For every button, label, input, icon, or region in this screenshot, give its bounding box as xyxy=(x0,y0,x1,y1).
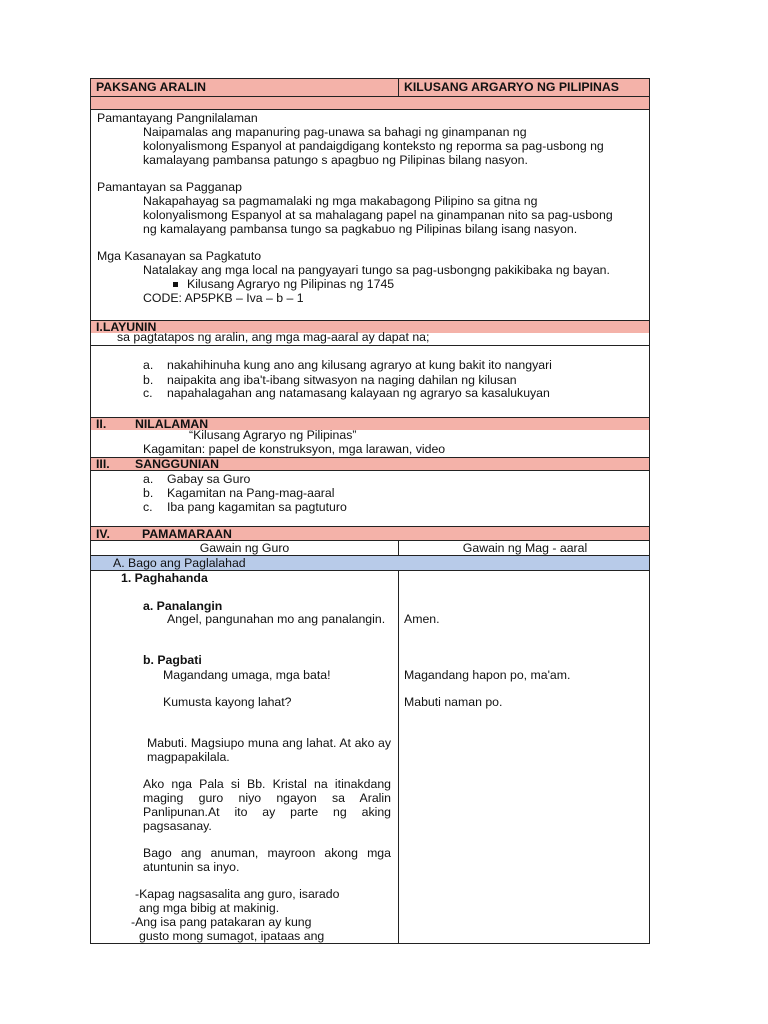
pamamaraan-body xyxy=(91,570,649,944)
intro-paragraph-3: Bago ang anuman, mayroon akong mga atuntunin sa inyo. xyxy=(143,846,391,874)
nilalaman-materials: Kagamitan: papel de konstruksyon, mga larawan, video xyxy=(143,442,446,456)
intro-paragraph-1: Mabuti. Magsiupo muna ang lahat. At ako ay magpapakilala. xyxy=(147,736,391,764)
nilalaman-heading: NILALAMAN xyxy=(135,417,209,431)
layunin-intro-row xyxy=(91,330,649,345)
sanggunian-number: III. xyxy=(96,457,110,471)
section-a-row xyxy=(91,555,649,570)
skills-line: Natalakay ang mga local na pangyayari tungo sa pag-usbongng pakikibaka ng bayan. xyxy=(143,263,610,277)
performance-standard-heading: Pamantayan sa Pagganap xyxy=(97,180,242,194)
rule-2-line-2: gusto mong sumagot, ipataas ang xyxy=(139,929,325,943)
square-bullet-icon xyxy=(173,282,178,287)
panalangin-label: a. Panalangin xyxy=(143,599,223,613)
competency-code: CODE: AP5PKB – Iva – b – 1 xyxy=(143,291,304,305)
content-standard-line-1: Naipamalas ang mapanuring pag-unawa sa bahagi ng ginampanan ng xyxy=(143,125,527,139)
sanggunian-heading-row xyxy=(91,457,649,470)
skills-heading: Mga Kasanayan sa Pagkatuto xyxy=(97,249,262,263)
layunin-item-a: nakahihinuha kung ano ang kilusang agraryo at kung bakit ito nangyari xyxy=(167,358,552,372)
nilalaman-title: “Kilusang Agraryo ng Pilipinas” xyxy=(189,428,357,442)
layunin-items xyxy=(91,345,649,417)
nilalaman-content xyxy=(91,430,649,457)
sanggunian-items xyxy=(91,470,649,521)
rule-1-line-1: -Kapag nagsasalita ang guro, isarado xyxy=(135,887,340,901)
performance-standard-line-2: kolonyalismong Espanyol at sa mahalagang papel na ginampanan nito sa pag-usbong xyxy=(143,208,613,222)
pamamaraan-heading-row xyxy=(91,526,649,540)
layunin-marker-c: c. xyxy=(143,386,153,400)
layunin-item-b: naipakita ang iba't-ibang sitwasyon na naging dahilan ng kilusan xyxy=(167,373,517,387)
layunin-item-c: napahalagahan ang natamasang kalayaan ng agraryo sa kasalukuyan xyxy=(167,386,550,400)
step-1-label: 1. Paghahanda xyxy=(121,571,208,585)
col-teacher-header: Gawain ng Guro xyxy=(199,541,290,555)
rule-2-line-1: -Ang isa pang patakaran ay kung xyxy=(131,915,312,929)
section-a-label: A. Bago ang Paglalahad xyxy=(113,556,246,570)
content-standard-line-3: kamalayang pambansa patungo s apagbuo ng Pilipinas bilang nasyon. xyxy=(143,153,528,167)
nilalaman-number: II. xyxy=(96,417,107,431)
performance-standard-line-1: Nakapahayag sa pagmamalaki ng mga makabagong Pilipino sa gitna ng xyxy=(143,194,538,208)
lesson-plan-table xyxy=(90,78,650,944)
pamamaraan-heading: PAMAMARAAN xyxy=(142,527,232,541)
header-row xyxy=(91,79,649,96)
pagbati-label: b. Pagbati xyxy=(143,653,202,667)
greet-reply: Magandang hapon po, ma'am. xyxy=(404,668,571,682)
sanggunian-item-b: Kagamitan na Pang-mag-aaral xyxy=(167,486,335,500)
nilalaman-heading-row xyxy=(91,417,649,430)
sanggunian-marker-b: b. xyxy=(143,486,154,500)
pamamaraan-number: IV. xyxy=(96,527,110,541)
ask-text: Kumusta kayong lahat? xyxy=(163,695,292,709)
standards-section xyxy=(91,109,649,320)
layunin-heading: I.LAYUNIN xyxy=(96,320,157,334)
layunin-marker-b: b. xyxy=(143,373,154,387)
intro-paragraph-2: Ako nga Pala si Bb. Kristal na itinakdang maging guro niyo ngayon sa Aralin Panlipunan.At ito ay parte ng aking pagsasanay. xyxy=(143,777,391,833)
sanggunian-item-c: Iba pang kagamitan sa pagtuturo xyxy=(167,500,347,514)
spacer-row xyxy=(91,96,649,109)
layunin-marker-a: a. xyxy=(143,358,154,372)
layunin-intro: sa pagtatapos ng aralin, ang mga mag-aaral ay dapat na; xyxy=(117,330,430,344)
greet-text: Magandang umaga, mga bata! xyxy=(163,668,331,682)
panalangin-text: Angel, pangunahan mo ang panalangin. xyxy=(167,612,386,626)
skills-bullet-item: Kilusang Agraryo ng Pilipinas ng 1745 xyxy=(173,277,394,291)
header-left: PAKSANG ARALIN xyxy=(96,80,206,94)
content-standard-line-2: kolonyalismong Espanyol at pandaigdigang konteksto ng reporma sa pag-usbong ng xyxy=(143,139,604,153)
sanggunian-item-a: Gabay sa Guro xyxy=(167,472,251,486)
col-student-header: Gawain ng Mag - aaral xyxy=(462,541,588,555)
pamamaraan-column-headers xyxy=(91,540,649,555)
sanggunian-heading: SANGGUNIAN xyxy=(135,457,220,471)
sanggunian-marker-c: c. xyxy=(143,500,153,514)
panalangin-reply: Amen. xyxy=(404,612,440,626)
content-standard-heading: Pamantayang Pangnilalaman xyxy=(97,111,258,125)
rule-1-line-2: ang mga bibig at makinig. xyxy=(139,901,280,915)
header-right: KILUSANG ARGARYO NG PILIPINAS xyxy=(404,80,619,94)
sanggunian-marker-a: a. xyxy=(143,472,154,486)
ask-reply: Mabuti naman po. xyxy=(404,695,503,709)
performance-standard-line-3: ng kamalayang pambansa tungo sa pagkabuo ng Pilipinas bilang isang nasyon. xyxy=(143,222,578,236)
